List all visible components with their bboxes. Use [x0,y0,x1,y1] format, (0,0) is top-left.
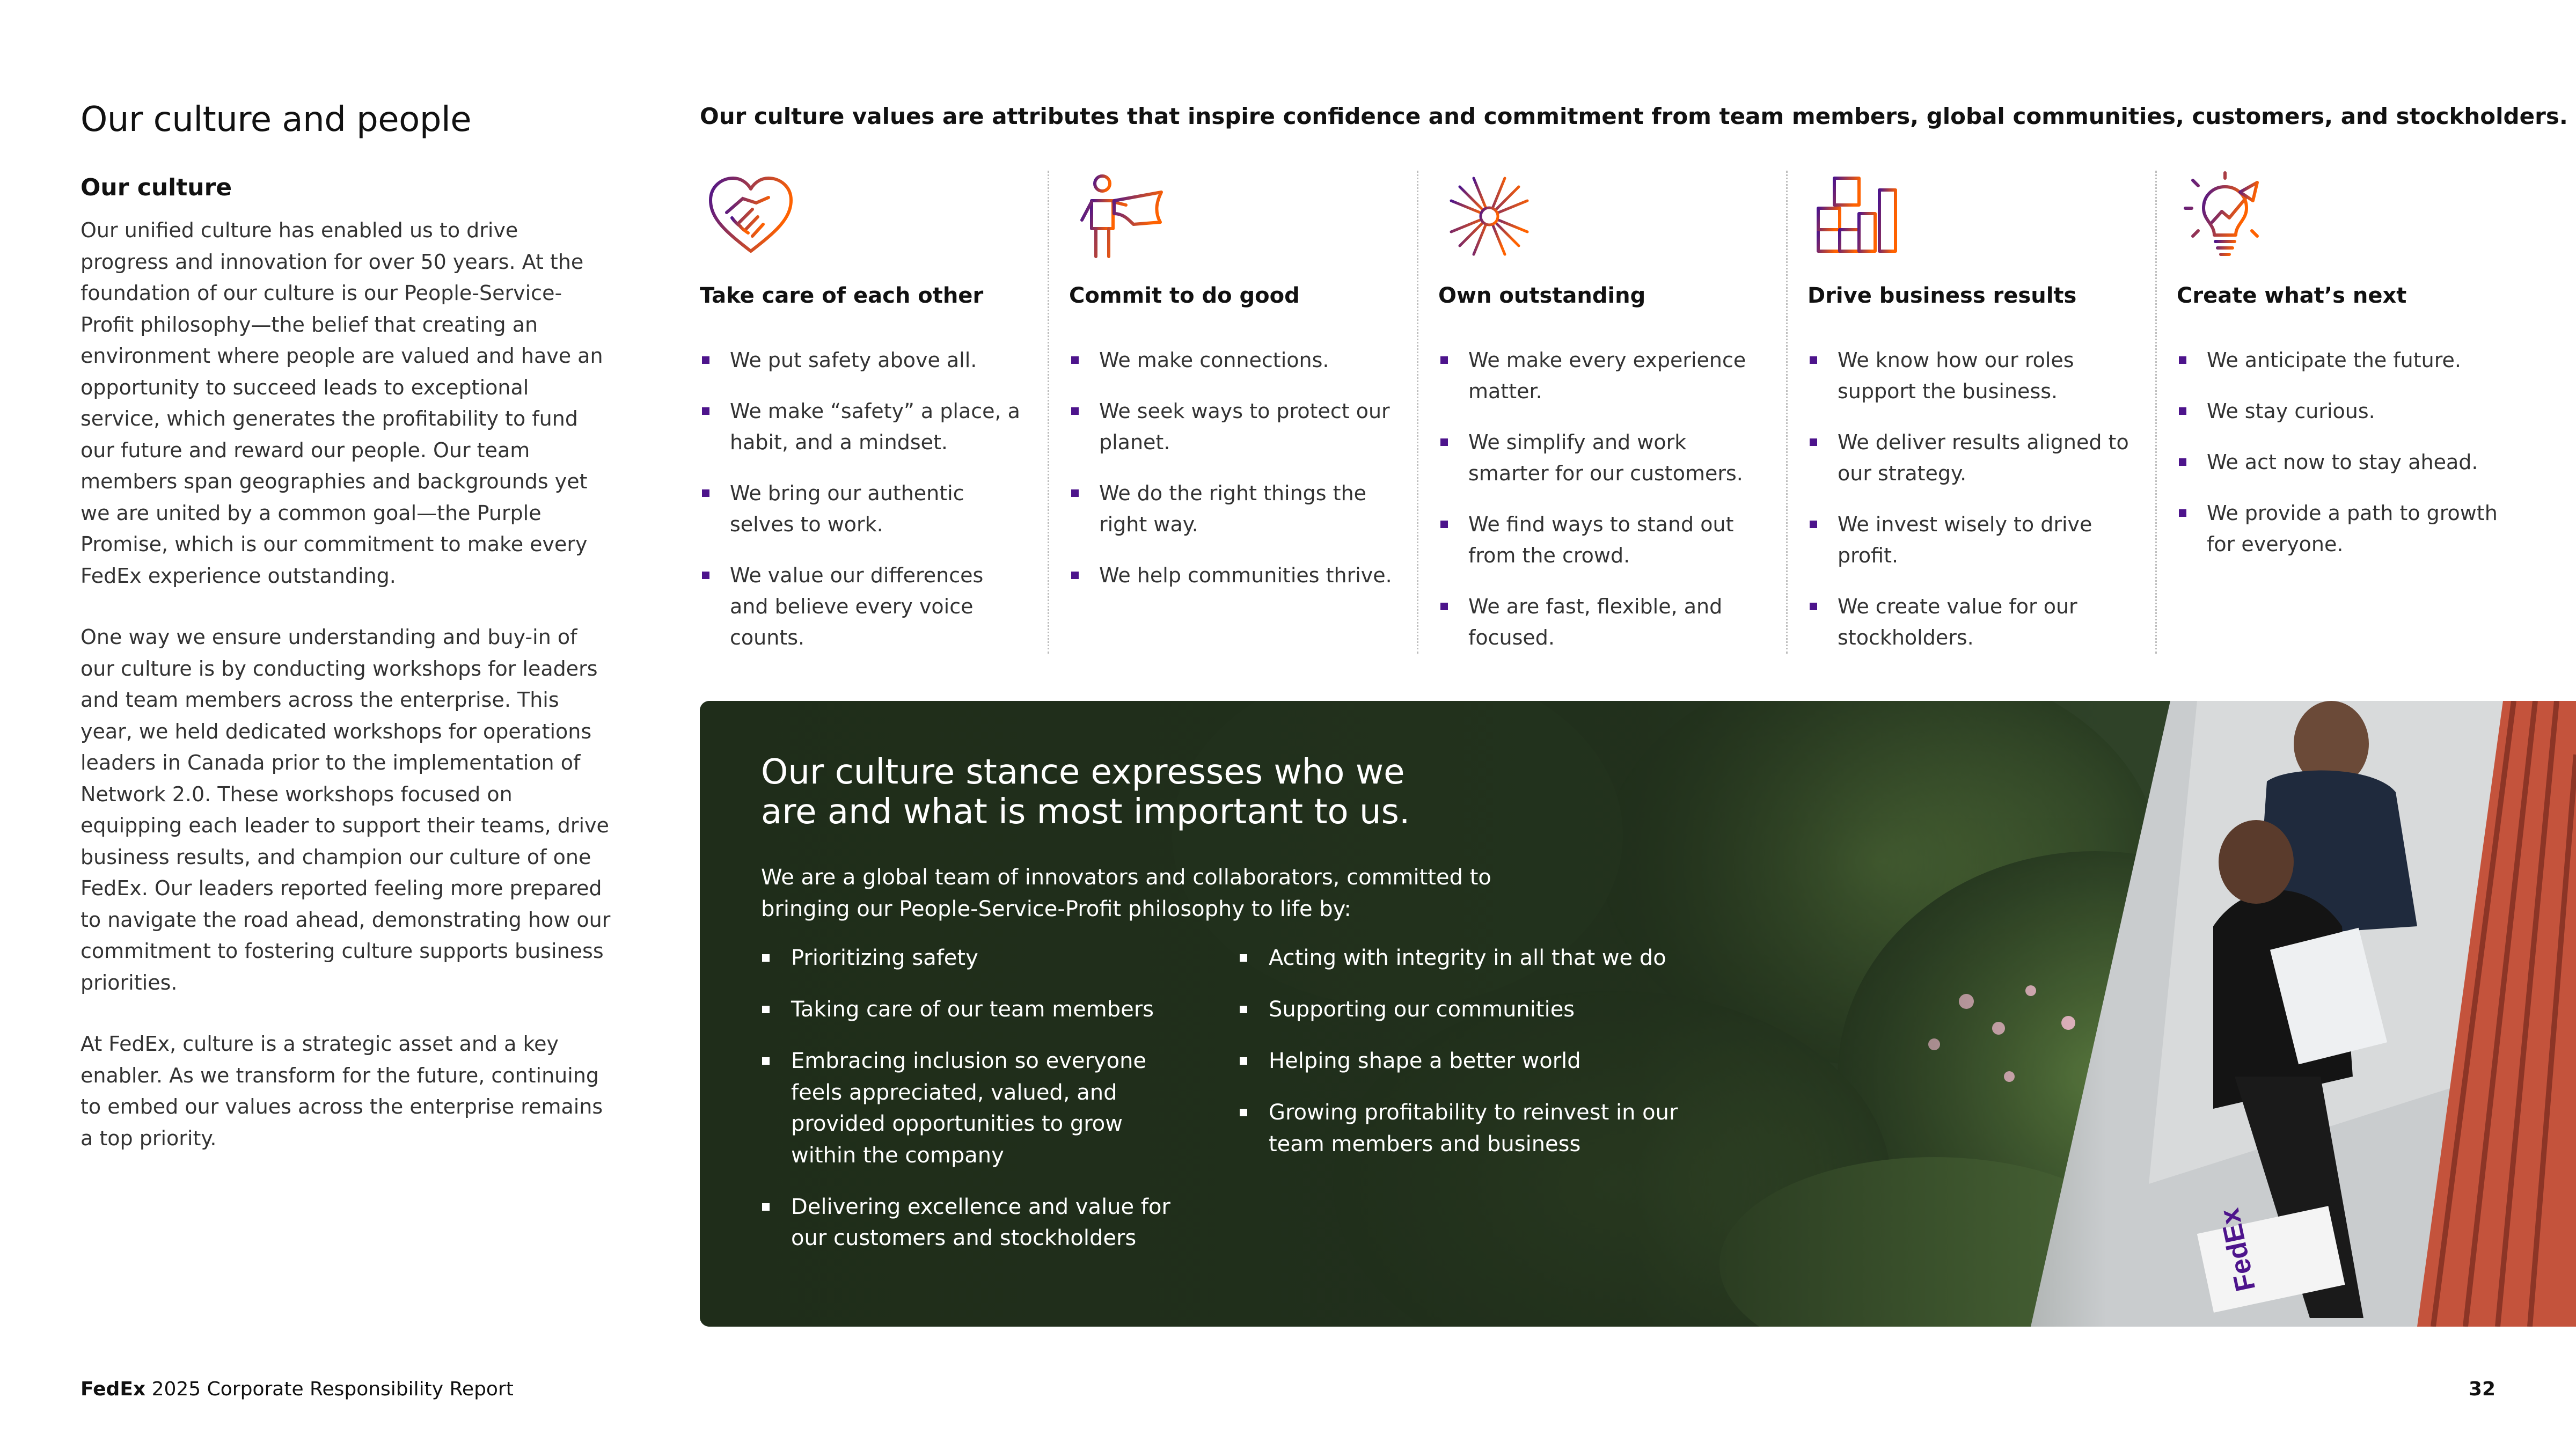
stance-list-item: Delivering excellence and value for our customers and stockholders [761,1191,1190,1254]
bullet-icon [1810,438,1817,446]
bullet-icon [2179,407,2186,415]
value-title: Drive business results [1807,283,2077,308]
bullet-icon [702,489,709,497]
bullet-icon [1071,356,1079,364]
value-list [700,345,1027,673]
stance-title: Our culture stance expresses who we are and what is most important to us. [761,752,1410,832]
bullet-icon [762,1203,770,1211]
value-column [700,171,1022,654]
footer-brand: FedEx [80,1378,146,1400]
value-title: Take care of each other [700,283,984,308]
bullet-icon [1440,521,1448,528]
starburst-icon [1444,171,1535,262]
bullet-icon [2179,356,2186,364]
value-list-item: We make “safety” a place, a habit, and a mindset. [700,396,1027,458]
value-list-item: We anticipate the future. [2177,345,2504,376]
stance-text [761,752,1727,1291]
footer-report-title [80,1378,514,1400]
stance-list-right [1239,942,1679,1180]
value-list-item: We are fast, flexible, and focused. [1438,591,1766,653]
stance-list-item: Supporting our communities [1239,994,1679,1026]
value-list-item: We value our differences and believe every voice counts. [700,560,1027,653]
bullet-icon [2179,458,2186,466]
value-list [1438,345,1766,673]
culture-body-text [80,215,612,1184]
value-column [1069,171,1391,654]
lightbulb-arrow-icon [2182,171,2273,262]
bullet-icon [1440,438,1448,446]
value-column [1807,171,2129,654]
culture-paragraph: Our unified culture has enabled us to drive progress and innovation for over 50 years. At the foundation of our culture is our People-Service-Profit philosophy—the belief that creating an environment where people are valued and have an opportunity to succeed leads to exceptional service, which generates the profitability to fund our future and reward our people. Our team members span geographies and backgrounds yet we are united by a common goal—the Purple Promise, which is our commitment to make every FedEx experience outstanding. [80,218,603,588]
value-column [2177,171,2499,654]
culture-values-grid [700,171,2546,654]
bullet-icon [1071,572,1079,579]
value-list-item: We make connections. [1069,345,1396,376]
value-title: Own outstanding [1438,283,1646,308]
bullet-icon [702,356,709,364]
culture-paragraph: At FedEx, culture is a strategic asset and a key enabler. As we transform for the future, continuing to embed our values across the enterprise remains a top priority. [80,1032,603,1150]
bullet-icon [1240,1109,1247,1116]
bullet-icon [1810,356,1817,364]
culture-stance-panel [700,701,2576,1327]
bullet-icon [2179,509,2186,517]
value-list-item: We act now to stay ahead. [2177,447,2504,478]
bullet-icon [1240,1057,1247,1065]
stance-lists [761,942,1727,1291]
bullet-icon [1240,1006,1247,1013]
column-divider [1417,171,1418,654]
value-list-item: We seek ways to protect our planet. [1069,396,1396,458]
value-list-item: We put safety above all. [700,345,1027,376]
superhero-icon [1074,171,1166,262]
value-list-item: We make every experience matter. [1438,345,1766,407]
bullet-icon [1071,407,1079,415]
value-list [2177,345,2504,580]
value-list-item: We simplify and work smarter for our customers. [1438,427,1766,489]
bullet-icon [1440,356,1448,364]
bullet-icon [702,407,709,415]
heart-handshake-icon [705,171,796,262]
stance-list-item: Embracing inclusion so everyone feels appreciated, valued, and provided opportunities to grow within the company [761,1045,1190,1171]
value-list [1807,345,2135,673]
value-list-item: We bring our authentic selves to work. [700,478,1027,540]
stance-list-item: Taking care of our team members [761,994,1190,1026]
values-heading: Our culture values are attributes that inspire confidence and commitment from team members, global communities, customers, and stockholders. [700,103,2568,129]
stance-intro: We are a global team of innovators and collaborators, committed to bringing our People-Service-Profit philosophy to life by: [761,865,1491,921]
value-list-item: We know how our roles support the business. [1807,345,2135,407]
stance-list-item: Growing profitability to reinvest in our team members and business [1239,1097,1679,1160]
bullet-icon [762,1057,770,1065]
value-list-item: We help communities thrive. [1069,560,1396,591]
bullet-icon [1240,954,1247,962]
bullet-icon [762,1006,770,1013]
culture-paragraph: One way we ensure understanding and buy-in of our culture is by conducting workshops for leaders and team members across the enterprise. This year, we held dedicated workshops for operations leaders in Canada prior to the implementation of Network 2.0. These workshops focused on equipping each leader to support their teams, drive business results, and champion our culture of one FedEx. Our leaders reported feeling more prepared to navigate the road ahead, demonstrating how our commitment to fostering culture supports business priorities. [80,625,611,994]
page-number: 32 [2468,1378,2496,1400]
stance-list-item: Prioritizing safety [761,942,1190,974]
column-divider [1048,171,1049,654]
page-title: Our culture and people [80,100,472,140]
growth-blocks-icon [1813,171,1904,262]
bullet-icon [762,954,770,962]
value-list-item: We invest wisely to drive profit. [1807,509,2135,571]
stance-list-left [761,942,1190,1274]
bullet-icon [1810,521,1817,528]
value-title: Commit to do good [1069,283,1300,308]
bullet-icon [1440,603,1448,610]
value-list-item: We stay curious. [2177,396,2504,427]
value-list-item: We do the right things the right way. [1069,478,1396,540]
stance-list-item: Acting with integrity in all that we do [1239,942,1679,974]
bullet-icon [1810,603,1817,610]
section-heading: Our culture [80,174,232,201]
value-list-item: We find ways to stand out from the crowd. [1438,509,1766,571]
footer-report-name: 2025 Corporate Responsibility Report [145,1378,514,1400]
bullet-icon [702,572,709,579]
stance-list-item: Helping shape a better world [1239,1045,1679,1077]
value-column [1438,171,1760,654]
bullet-icon [1071,489,1079,497]
column-divider [1786,171,1788,654]
value-list-item: We create value for our stockholders. [1807,591,2135,653]
column-divider [2155,171,2157,654]
value-list-item: We deliver results aligned to our strategy. [1807,427,2135,489]
value-title: Create what’s next [2177,283,2407,308]
value-list-item: We provide a path to growth for everyone. [2177,497,2504,560]
value-list [1069,345,1396,611]
